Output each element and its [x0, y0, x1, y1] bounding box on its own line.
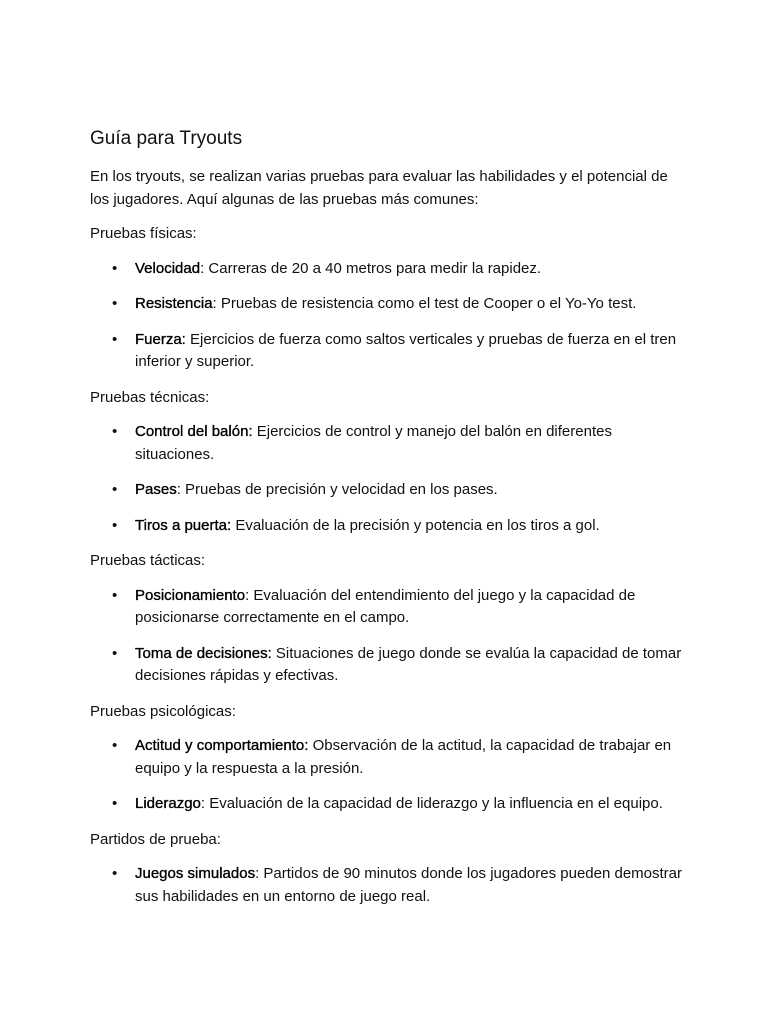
- list-item: [90, 515, 688, 538]
- list-item: [90, 863, 688, 908]
- bullet-icon: •: [112, 423, 118, 440]
- intro-paragraph: En los tryouts, se realizan varias pruebas para evaluar las habilidades y el potencial de los jugadores. Aquí algunas de las pruebas más comunes:: [90, 168, 668, 208]
- section-heading: [90, 550, 688, 573]
- section-heading-text: Pruebas tácticas:: [90, 552, 206, 569]
- list-item-text: : Partidos de 90 minutos donde los jugadores pueden demostrar sus habilidades en un entorno de juego real.: [135, 865, 683, 905]
- bullet-icon: •: [112, 259, 118, 277]
- list-item: [90, 258, 688, 281]
- list-item-term: Pases: [135, 481, 177, 498]
- section-heading: [90, 701, 688, 724]
- section-heading-suffix: :: [192, 225, 197, 242]
- list-item-text: : Pruebas de precisión y velocidad en los pases.: [176, 481, 498, 498]
- list-item: [90, 421, 688, 466]
- bullet-list: [90, 258, 688, 374]
- list-item-text: Observación de la actitud, la capacidad de trabajar en equipo y la respuesta a la presión.: [135, 737, 672, 777]
- list-item-term: Liderazgo: [135, 795, 201, 812]
- bullet-icon: •: [112, 737, 118, 754]
- list-item-term: Resistencia: [135, 295, 213, 312]
- bullet-icon: •: [112, 516, 118, 534]
- list-item-text: Ejercicios de control y manejo del balón en diferentes situaciones.: [135, 423, 612, 463]
- bullet-icon: •: [112, 865, 118, 882]
- document-title: Guía para Tryouts: [90, 128, 243, 149]
- bullet-icon: •: [112, 795, 118, 812]
- bullet-list: [90, 421, 688, 537]
- list-item-text: : Pruebas de resistencia como el test de Cooper o el Yo-Yo test.: [212, 295, 637, 312]
- list-item: [90, 735, 688, 780]
- list-item-text: Evaluación de la precisión y potencia en los tiros a gol.: [231, 516, 600, 534]
- list-item: [90, 293, 688, 316]
- section-heading-text: Partidos de prueba:: [90, 830, 221, 848]
- bullet-list: [90, 735, 688, 816]
- bullet-icon: •: [112, 644, 118, 662]
- list-item-term: Tiros a puerta:: [135, 516, 232, 534]
- bullet-icon: •: [112, 330, 118, 348]
- list-item-term: Control del balón:: [135, 423, 253, 440]
- list-item-text: : Evaluación del entendimiento del juego y la capacidad de posicionarse correctamente en el campo.: [135, 586, 636, 626]
- list-item-text: : Carreras de 20 a 40 metros para medir la rapidez.: [200, 259, 542, 277]
- sections-container: [90, 223, 688, 908]
- list-item-term: Actitud y comportamiento:: [135, 737, 309, 754]
- list-item-term: Toma de decisiones:: [135, 644, 272, 662]
- section-heading-text: Pruebas psicológicas:: [90, 702, 236, 720]
- bullet-list: [90, 863, 688, 908]
- bullet-list: [90, 585, 688, 688]
- list-item-text: Ejercicios de fuerza como saltos verticales y pruebas de fuerza en el tren inferior y superior.: [135, 330, 677, 370]
- list-item-term: Fuerza:: [135, 330, 186, 348]
- list-item: [90, 793, 688, 816]
- list-item: [90, 329, 688, 374]
- section-heading: [90, 223, 688, 246]
- section-heading: [90, 387, 688, 410]
- section-heading: [90, 829, 688, 852]
- section-heading-text: Pruebas técnicas:: [90, 388, 210, 406]
- list-item-term: Velocidad: [135, 259, 201, 277]
- list-item-term: Posicionamiento: [135, 586, 246, 604]
- list-item-term: Juegos simulados: [135, 865, 256, 882]
- list-item-text: : Evaluación de la capacidad de liderazgo y la influencia en el equipo.: [200, 795, 663, 812]
- list-item: [90, 585, 688, 630]
- section-heading-text: Pruebas físicas: [90, 225, 193, 242]
- list-item: [90, 643, 688, 688]
- bullet-icon: •: [112, 295, 118, 312]
- list-item-text: Situaciones de juego donde se evalúa la capacidad de tomar decisiones rápidas y efectivas.: [135, 644, 682, 684]
- list-item: [90, 479, 688, 502]
- bullet-icon: •: [112, 586, 118, 604]
- bullet-icon: •: [112, 481, 118, 498]
